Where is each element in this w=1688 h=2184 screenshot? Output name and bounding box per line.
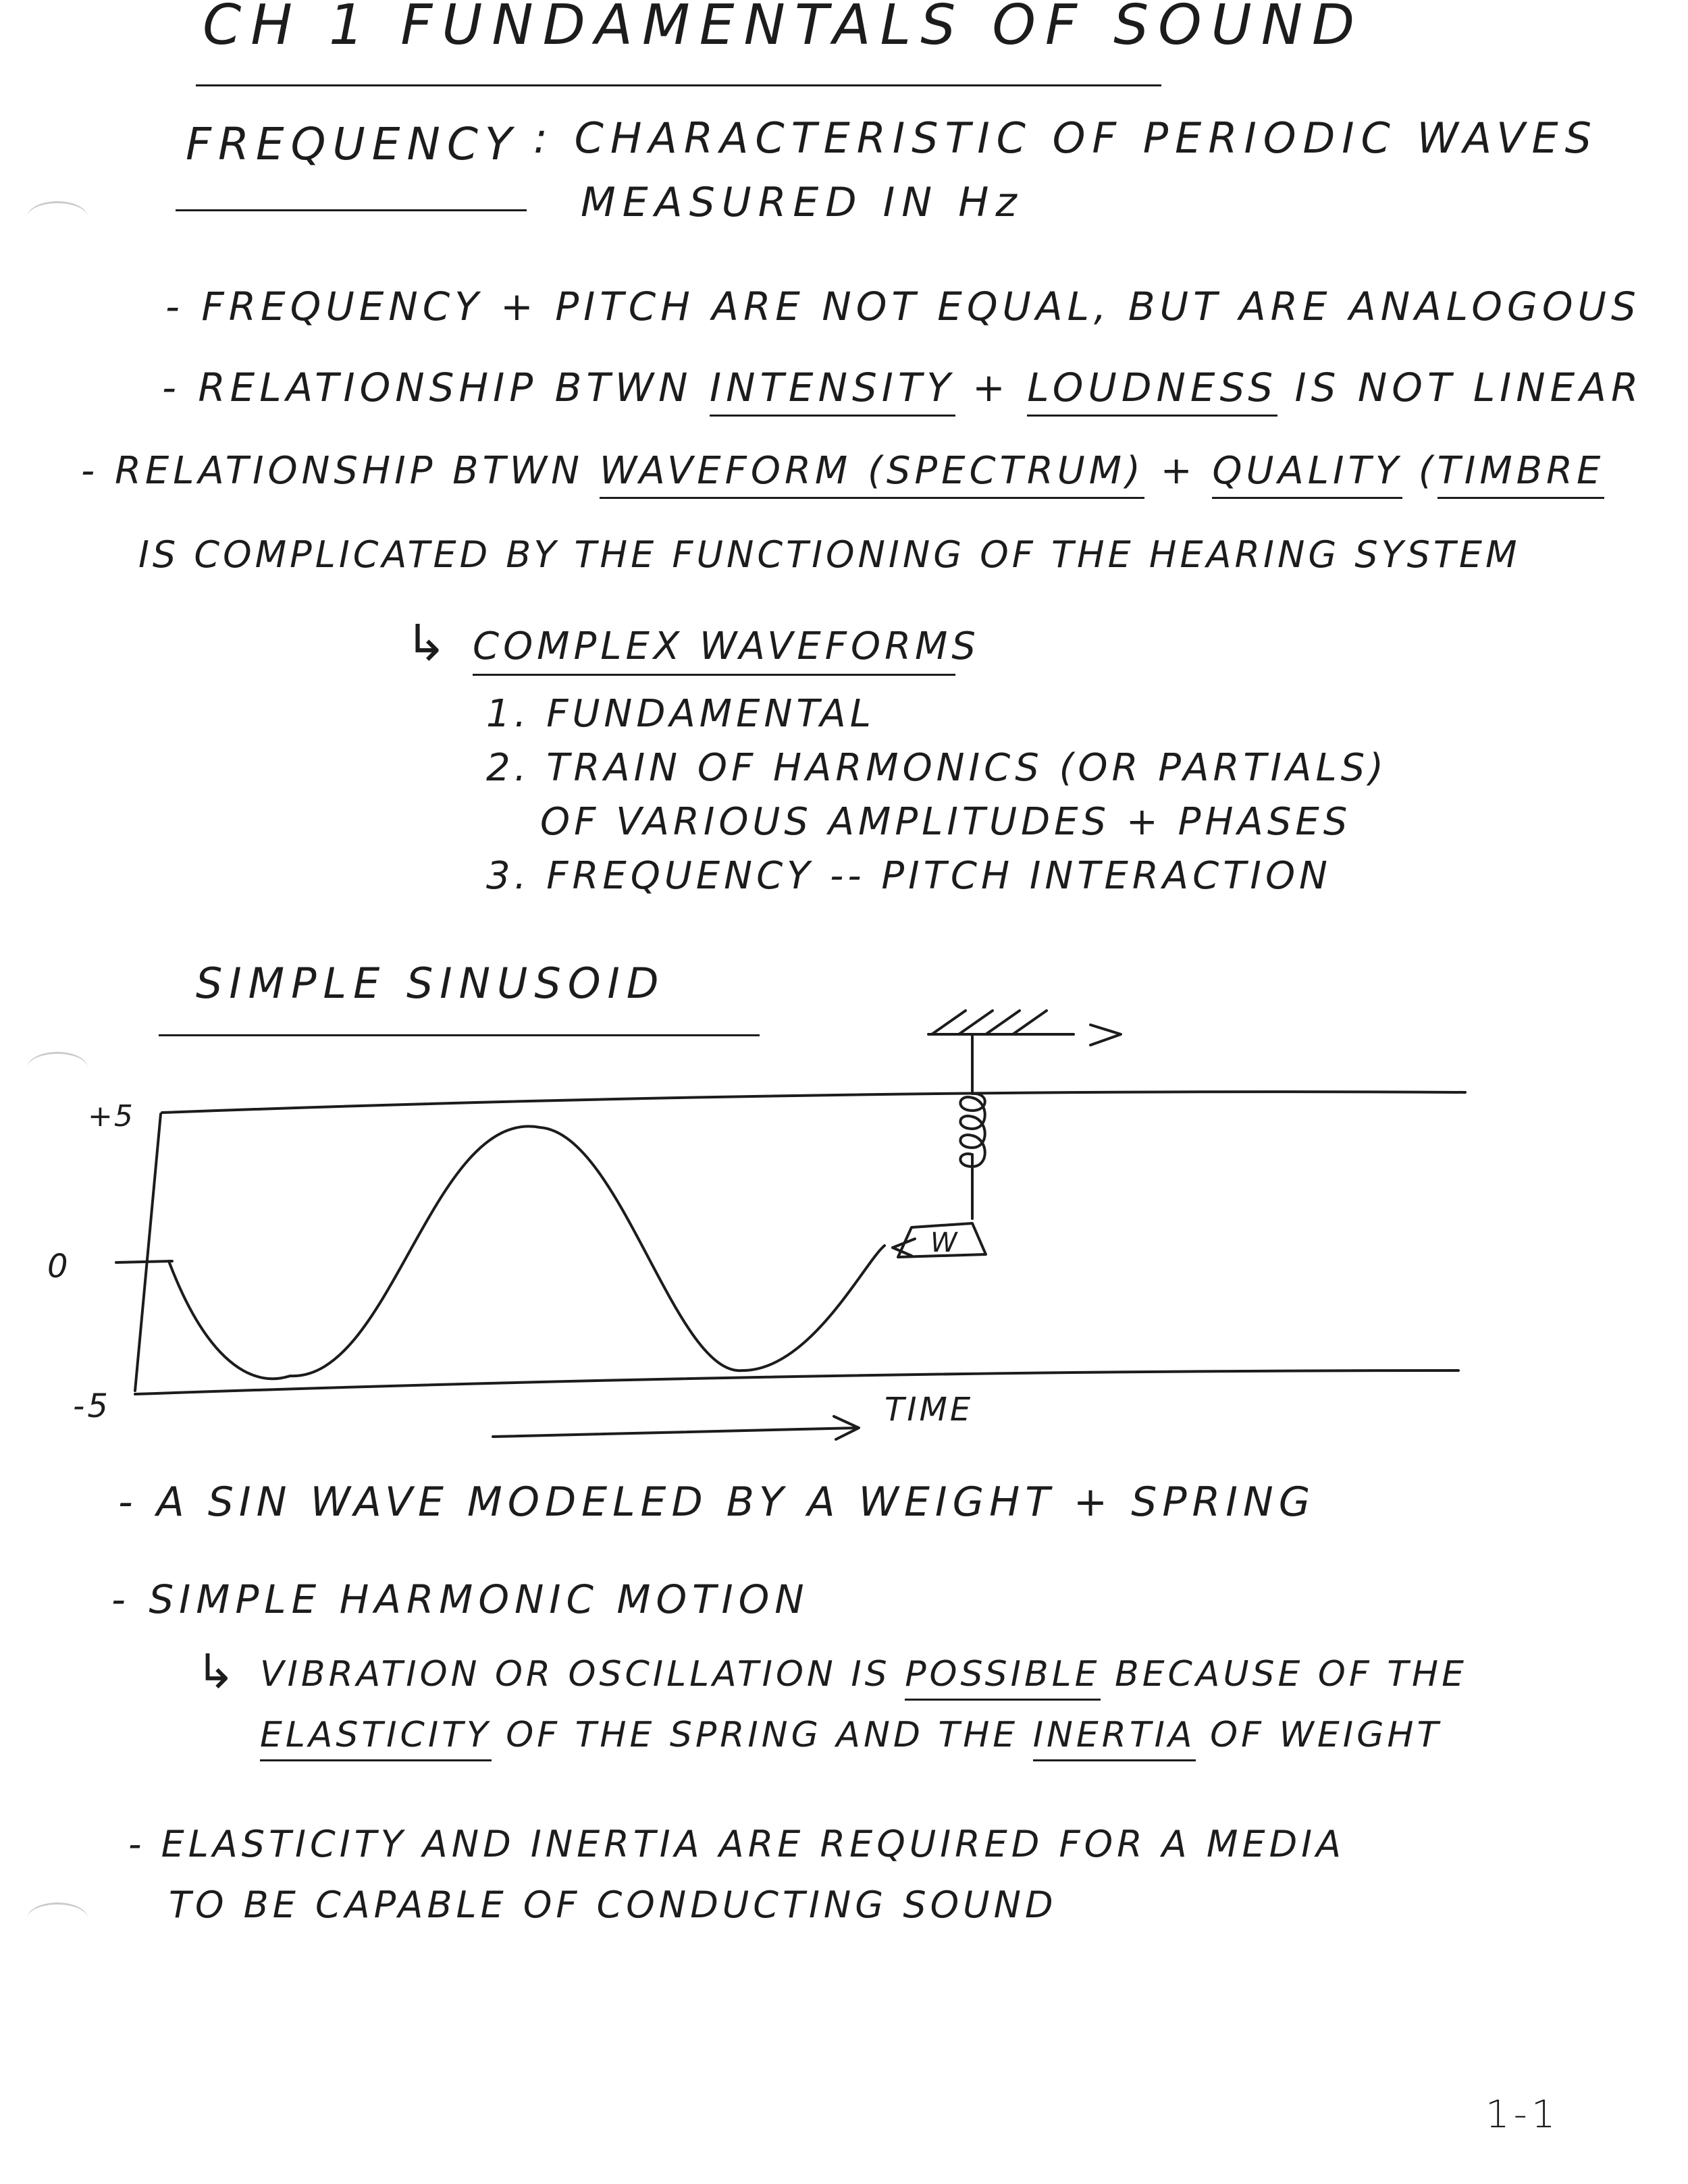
weight-label: W: [930, 1227, 957, 1258]
bullet-intensity-prefix: - RELATIONSHIP BTWN: [162, 365, 710, 410]
frequency-term: FREQUENCY: [186, 118, 519, 170]
term-timbre: TIMBRE: [1438, 449, 1605, 499]
upper-bound-line: [162, 1092, 1465, 1113]
term-intensity: INTENSITY: [710, 365, 955, 417]
complex-item-frequency-pitch: 3. FREQUENCY -- PITCH INTERACTION: [486, 854, 1331, 898]
term-inertia: INERTIA: [1033, 1715, 1196, 1761]
term-elasticity: ELASTICITY: [260, 1715, 492, 1761]
harmonic-sub-2-suffix: OF WEIGHT: [1195, 1715, 1442, 1755]
bullet-simple-harmonic-motion: - SIMPLE HARMONIC MOTION: [111, 1576, 810, 1622]
bullet-frequency-pitch: - FREQUENCY + PITCH ARE NOT EQUAL, BUT ARE ANALOGOUS: [165, 284, 1641, 329]
harmonic-arrow-icon: ↳: [196, 1644, 242, 1699]
complex-waveforms-heading: COMPLEX WAVEFORMS: [473, 624, 980, 668]
term-possible: POSSIBLE: [905, 1654, 1100, 1701]
y-label-minus-5: -5: [73, 1387, 111, 1425]
ceiling-arrow-head: [1090, 1025, 1121, 1045]
sine-curve: [169, 1126, 885, 1379]
complex-item-harmonics-line-2: OF VARIOUS AMPLITUDES + PHASES: [540, 800, 1352, 844]
zero-tick: [116, 1261, 172, 1262]
y-label-zero: 0: [47, 1248, 75, 1285]
term-loudness: LOUDNESS: [1027, 365, 1277, 417]
harmonic-sub-line-2: [260, 1715, 1442, 1755]
bullet-elasticity-inertia-line-2: TO BE CAPABLE OF CONDUCTING SOUND: [169, 1884, 1057, 1926]
time-label: TIME: [885, 1391, 974, 1429]
bullet-sin-wave-model: - A SIN WAVE MODELED BY A WEIGHT + SPRING: [118, 1479, 1316, 1526]
page-number: 1-1: [1485, 2093, 1560, 2137]
page-title: CH 1 FUNDAMENTALS OF SOUND: [203, 0, 1365, 57]
harmonic-sub-2-middle: OF THE SPRING AND THE: [491, 1715, 1033, 1755]
bullet-intensity-suffix: IS NOT LINEAR: [1277, 365, 1643, 410]
harmonic-sub-1-suffix: BECAUSE OF THE: [1100, 1654, 1467, 1695]
bullet-waveform-prefix: - RELATIONSHIP BTWN: [81, 449, 600, 493]
term-waveform: WAVEFORM (SPECTRUM): [600, 449, 1144, 499]
time-arrow-line: [493, 1428, 858, 1437]
term-quality: QUALITY: [1212, 449, 1402, 499]
simple-sinusoid-heading: SIMPLE SINUSOID: [196, 959, 666, 1008]
bullet-waveform-line-2: IS COMPLICATED BY THE FUNCTIONING OF THE HEARING SYSTEM: [138, 533, 1521, 576]
y-axis: [135, 1114, 161, 1391]
spring: [960, 1036, 984, 1219]
bullet-elasticity-inertia: - ELASTICITY AND INERTIA ARE REQUIRED FOR A MEDIA: [128, 1823, 1346, 1865]
frequency-definition-line-1: : CHARACTERISTIC OF PERIODIC WAVES: [533, 113, 1599, 163]
ceiling-hatch: [932, 1011, 1047, 1034]
bullet-waveform-paren: (: [1402, 449, 1438, 493]
harmonic-sub-1-prefix: VIBRATION OR OSCILLATION IS: [260, 1654, 905, 1695]
bullet-waveform-plus: +: [1144, 449, 1213, 493]
frequency-definition-line-2: MEASURED IN Hz: [581, 179, 1024, 226]
y-label-plus-5: +5: [88, 1099, 134, 1134]
complex-item-harmonics: 2. TRAIN OF HARMONICS (OR PARTIALS): [486, 746, 1388, 790]
complex-arrow-icon: ↳: [405, 614, 454, 672]
bullet-intensity-plus: +: [955, 365, 1028, 410]
harmonic-sub-line-1: [260, 1654, 1467, 1695]
lower-bound-line: [135, 1370, 1458, 1394]
complex-item-fundamental: 1. FUNDAMENTAL: [486, 692, 875, 736]
